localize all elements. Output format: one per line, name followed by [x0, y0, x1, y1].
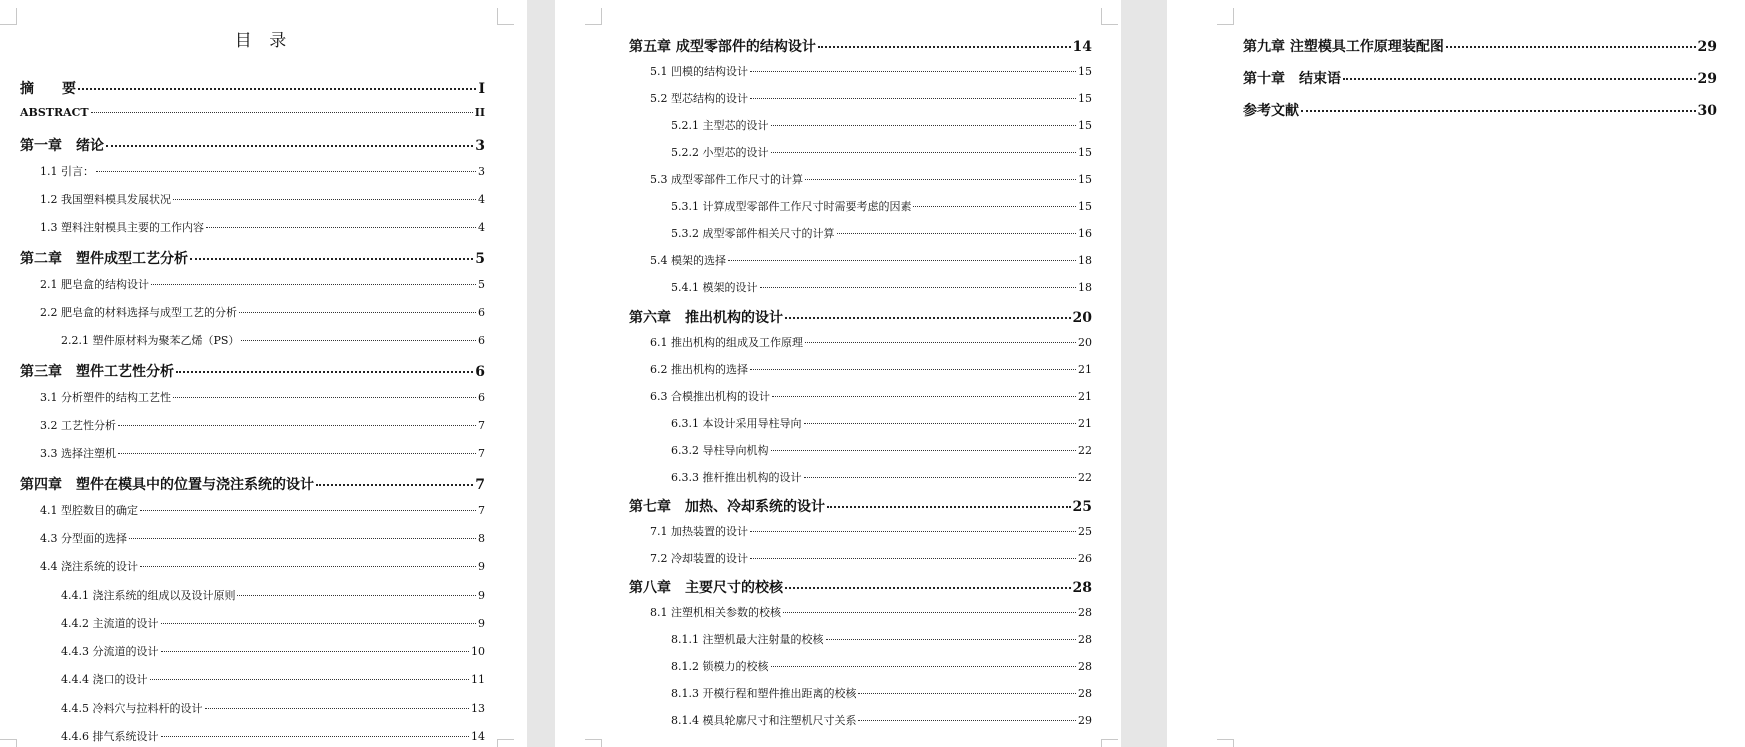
toc-entry[interactable]	[61, 332, 485, 348]
dot-leader	[771, 666, 1077, 667]
toc-entry-label: 第六章 推出机构的设计	[629, 309, 783, 326]
toc-entry[interactable]	[20, 135, 485, 155]
dot-leader	[728, 260, 1076, 261]
toc-entry[interactable]	[671, 469, 1092, 485]
toc-entry[interactable]	[61, 700, 485, 716]
toc-entry[interactable]	[61, 671, 485, 687]
toc-entry[interactable]	[61, 587, 485, 603]
toc-page-1	[0, 0, 527, 747]
toc-entry[interactable]	[61, 643, 485, 659]
toc-entry-page-number: 8	[478, 532, 485, 545]
toc-entry-label: 4.4.1 浇注系统的组成以及设计原则	[61, 588, 236, 602]
dot-leader	[858, 693, 1076, 694]
toc-entry[interactable]	[61, 615, 485, 631]
dot-leader	[804, 423, 1077, 424]
dot-leader	[91, 112, 473, 113]
toc-entry-page-number: 28	[1078, 633, 1092, 647]
toc-entry[interactable]	[671, 415, 1092, 431]
dot-leader	[805, 179, 1076, 180]
toc-entry-label: 8.1 注塑机相关参数的校核	[650, 606, 781, 620]
margin-corner-mark	[497, 8, 514, 25]
toc-entry[interactable]	[650, 361, 1092, 377]
dot-leader	[206, 227, 476, 228]
toc-entry-label: 第三章 塑件工艺性分析	[20, 363, 174, 380]
toc-entry-label: 5.4.1 模架的设计	[671, 281, 758, 295]
toc-entry-label: 第一章 绪论	[20, 137, 104, 154]
dot-leader	[78, 88, 476, 90]
toc-entry-label: 6.3.3 推杆推出机构的设计	[671, 470, 802, 484]
toc-entry-label: 参考文献	[1243, 103, 1299, 119]
toc-entry[interactable]	[40, 417, 485, 433]
toc-entry-page-number: 25	[1078, 524, 1092, 538]
dot-leader	[771, 152, 1077, 153]
dot-leader	[190, 258, 473, 260]
toc-entry-page-number: 28	[1072, 580, 1092, 596]
dot-leader	[176, 371, 473, 373]
dot-leader	[140, 510, 476, 511]
toc-entry-page-number: I	[478, 81, 485, 97]
toc-entry[interactable]	[650, 63, 1092, 79]
toc-entry-page-number: 10	[471, 645, 485, 658]
toc-entry-page-number: 6	[478, 306, 485, 319]
margin-corner-mark	[1101, 739, 1118, 747]
dot-leader	[241, 340, 476, 341]
toc-entry-label: 第九章 注塑模具工作原理装配图	[1243, 39, 1444, 55]
dot-leader	[150, 679, 470, 680]
toc-entry-label: 4.4 浇注系统的设计	[40, 560, 138, 574]
toc-entry-page-number: 3	[475, 137, 485, 154]
dot-leader	[1343, 78, 1696, 80]
toc-entry-page-number: 16	[1078, 227, 1092, 241]
toc-entry[interactable]	[40, 558, 485, 574]
dot-leader	[750, 558, 1076, 559]
dot-leader	[118, 425, 476, 426]
dot-leader	[96, 171, 476, 172]
toc-entry-page-number: 7	[478, 419, 485, 432]
dot-leader	[771, 450, 1077, 451]
dot-leader	[1446, 46, 1696, 48]
dot-leader	[804, 477, 1077, 478]
toc-entry-page-number: 21	[1078, 389, 1092, 403]
toc-entry[interactable]	[650, 171, 1092, 187]
margin-corner-mark	[0, 739, 17, 747]
toc-entry-page-number: 11	[471, 673, 485, 687]
dot-leader	[750, 531, 1076, 532]
toc-entry-label: 8.1.1 注塑机最大注射量的校核	[671, 633, 824, 647]
margin-corner-mark	[1217, 8, 1234, 25]
dot-leader	[161, 736, 470, 737]
toc-entry-label: 4.4.4 浇口的设计	[61, 673, 148, 687]
toc-entry-label: 7.2 冷却装置的设计	[650, 551, 748, 565]
dot-leader	[837, 233, 1077, 234]
toc-entry-label: ABSTRACT	[20, 106, 89, 120]
dot-leader	[760, 287, 1077, 288]
toc-entry-label: 4.4.6 排气系统设计	[61, 729, 159, 743]
toc-entry[interactable]	[1243, 68, 1717, 88]
toc-entry-page-number: 15	[1078, 119, 1092, 133]
toc-entry[interactable]	[40, 219, 485, 235]
toc-entry-page-number: 15	[1078, 173, 1092, 187]
toc-entry-label: 7.1 加热装置的设计	[650, 524, 748, 538]
toc-entry[interactable]	[650, 388, 1092, 404]
toc-entry[interactable]	[650, 334, 1092, 350]
dot-leader	[173, 397, 476, 398]
toc-entry-label: 第五章 成型零部件的结构设计	[629, 39, 816, 55]
toc-entry-label: 2.2 肥皂盒的材料选择与成型工艺的分析	[40, 306, 237, 319]
toc-entry-page-number: 29	[1697, 71, 1717, 87]
toc-entry-page-number: II	[474, 106, 485, 120]
toc-entry-page-number: 29	[1078, 714, 1092, 728]
dot-leader	[827, 506, 1071, 508]
toc-entry-label: 3.2 工艺性分析	[40, 419, 116, 432]
dot-leader	[750, 71, 1076, 72]
dot-leader	[785, 317, 1071, 319]
toc-entry[interactable]	[671, 198, 1092, 214]
toc-entry-page-number: 5	[475, 250, 485, 267]
toc-entry-label: 5.3 成型零部件工作尺寸的计算	[650, 173, 803, 187]
toc-entry-page-number: 30	[1697, 103, 1717, 119]
dot-leader	[239, 312, 476, 313]
toc-entry-page-number: 7	[475, 476, 485, 493]
toc-entry-label: 5.2.1 主型芯的设计	[671, 119, 769, 133]
toc-entry[interactable]	[40, 530, 485, 546]
toc-entry-page-number: 15	[1078, 65, 1092, 79]
toc-entry[interactable]	[40, 389, 485, 405]
toc-entry[interactable]	[650, 550, 1092, 566]
toc-entry-page-number: 15	[1078, 146, 1092, 160]
dot-leader	[106, 145, 473, 147]
toc-entry-label: 1.2 我国塑料模具发展状况	[40, 193, 171, 206]
toc-entry-page-number: 6	[478, 390, 485, 404]
toc-entry-page-number: 21	[1078, 362, 1092, 376]
toc-entry-page-number: 20	[1072, 309, 1092, 326]
dot-leader	[173, 199, 476, 200]
toc-entry-label: 第二章 塑件成型工艺分析	[20, 250, 188, 267]
dot-leader	[818, 46, 1071, 48]
dot-leader	[129, 538, 476, 539]
dot-leader	[1301, 110, 1696, 112]
toc-entry-page-number: 29	[1697, 39, 1717, 55]
dot-leader	[161, 623, 477, 624]
toc-entry[interactable]	[40, 502, 485, 518]
toc-entry[interactable]	[671, 225, 1092, 241]
toc-entry[interactable]	[671, 442, 1092, 458]
toc-entry-page-number: 26	[1078, 551, 1092, 565]
toc-entry-label: 第七章 加热、冷却系统的设计	[629, 498, 825, 515]
toc-entry-label: 1.3 塑料注射模具主要的工作内容	[40, 221, 204, 235]
toc-entry-label: 5.2.2 小型芯的设计	[671, 146, 769, 160]
dot-leader	[750, 369, 1076, 370]
toc-entry[interactable]	[40, 191, 485, 207]
toc-entry[interactable]	[671, 144, 1092, 160]
toc-entry-label: 8.1.4 模具轮廓尺寸和注塑机尺寸关系	[671, 714, 857, 728]
dot-leader	[151, 284, 476, 285]
toc-entry-page-number: 7	[478, 447, 485, 461]
toc-entry[interactable]	[671, 712, 1092, 728]
toc-entry-label: 4.4.3 分流道的设计	[61, 645, 159, 658]
dot-leader	[772, 396, 1076, 397]
toc-entry[interactable]	[650, 90, 1092, 106]
toc-entry[interactable]	[1243, 100, 1717, 120]
toc-entry-page-number: 6	[475, 363, 485, 380]
toc-entry-page-number: 9	[478, 588, 485, 602]
margin-corner-mark	[585, 8, 602, 25]
margin-corner-mark	[0, 8, 17, 25]
toc-entry[interactable]	[629, 307, 1092, 327]
dot-leader	[805, 342, 1076, 343]
toc-entry-label: 6.3.1 本设计采用导柱导向	[671, 416, 802, 430]
dot-leader	[140, 566, 476, 567]
toc-entry-label: 6.1 推出机构的组成及工作原理	[650, 335, 803, 349]
toc-entry[interactable]	[650, 604, 1092, 620]
dot-leader	[161, 651, 470, 652]
toc-entry-label: 第八章 主要尺寸的校核	[629, 580, 783, 596]
dot-leader	[826, 639, 1077, 640]
toc-entry-label: 1.1 引言：	[40, 164, 94, 178]
dot-leader	[316, 484, 473, 486]
toc-page-2	[555, 0, 1121, 747]
toc-entry-label: 6.3 合模推出机构的设计	[650, 389, 770, 403]
toc-entry[interactable]	[20, 78, 485, 98]
toc-entry-page-number: 15	[1078, 200, 1092, 214]
toc-entry-label: 5.3.1 计算成型零部件工作尺寸时需要考虑的因素	[671, 200, 912, 214]
toc-entry[interactable]	[40, 304, 485, 320]
toc-entry-page-number: 7	[478, 503, 485, 517]
toc-entry[interactable]	[671, 658, 1092, 674]
toc-entry-page-number: 4	[478, 193, 485, 206]
toc-entry-page-number: 20	[1078, 335, 1092, 349]
toc-entry-page-number: 14	[471, 729, 485, 743]
toc-entry[interactable]	[40, 445, 485, 461]
margin-corner-mark	[497, 739, 514, 747]
margin-corner-mark	[585, 739, 602, 747]
toc-entry-label: 摘 要	[20, 81, 76, 97]
toc-entry[interactable]	[671, 685, 1092, 701]
toc-entry[interactable]	[20, 474, 485, 494]
dot-leader	[785, 587, 1071, 589]
toc-entry[interactable]	[61, 728, 485, 744]
dot-leader	[913, 206, 1076, 207]
dot-leader	[205, 708, 470, 709]
toc-entry-page-number: 28	[1078, 660, 1092, 674]
toc-entry-page-number: 9	[478, 616, 485, 630]
toc-entry-label: 4.1 型腔数目的确定	[40, 503, 138, 517]
toc-entry[interactable]	[40, 163, 485, 179]
toc-entry-page-number: 15	[1078, 92, 1092, 106]
toc-entry-page-number: 3	[478, 164, 485, 178]
toc-entry-label: 4.4.5 冷料穴与拉料杆的设计	[61, 701, 203, 715]
toc-entry[interactable]	[629, 36, 1092, 56]
toc-entry-page-number: 18	[1078, 281, 1092, 295]
toc-entry[interactable]	[650, 252, 1092, 268]
toc-entry[interactable]	[671, 279, 1092, 295]
dot-leader	[783, 612, 1076, 613]
margin-corner-mark	[1217, 739, 1234, 747]
toc-entry[interactable]	[671, 631, 1092, 647]
toc-entry-page-number: 18	[1078, 254, 1092, 268]
toc-entry-page-number: 5	[478, 277, 485, 291]
toc-entry-label: 5.3.2 成型零部件相关尺寸的计算	[671, 227, 835, 241]
toc-entry-label: 4.4.2 主流道的设计	[61, 616, 159, 630]
toc-entry-label: 8.1.3 开模行程和塑件推出距离的校核	[671, 687, 857, 701]
toc-page-3	[1167, 0, 1745, 747]
toc-entry-label: 2.2.1 塑件原材料为聚苯乙烯（PS）	[61, 334, 240, 348]
toc-entry-page-number: 25	[1072, 498, 1092, 515]
toc-entry-page-number: 9	[478, 560, 485, 574]
toc-entry-label: 6.2 推出机构的选择	[650, 362, 748, 376]
dot-leader	[237, 595, 476, 596]
toc-entry-page-number: 6	[478, 334, 485, 348]
margin-corner-mark	[1101, 8, 1118, 25]
dot-leader	[771, 125, 1077, 126]
toc-entry-label: 2.1 肥皂盒的结构设计	[40, 277, 149, 291]
toc-entry-label: 8.1.2 锁模力的校核	[671, 660, 769, 674]
toc-entry[interactable]	[671, 117, 1092, 133]
toc-entry[interactable]	[629, 496, 1092, 516]
toc-entry-label: 5.1 凹模的结构设计	[650, 65, 748, 79]
toc-entry-page-number: 14	[1072, 39, 1092, 55]
toc-entry[interactable]	[629, 577, 1092, 597]
toc-entry-label: 5.2 型芯结构的设计	[650, 92, 748, 106]
toc-title: 目 录	[234, 31, 293, 51]
toc-entry-label: 3.3 选择注塑机	[40, 447, 116, 461]
toc-entry[interactable]	[1243, 36, 1717, 56]
toc-entry-label: 5.4 模架的选择	[650, 254, 726, 268]
toc-entry-page-number: 13	[471, 701, 485, 715]
toc-entry[interactable]	[20, 106, 485, 119]
toc-entry-label: 6.3.2 导柱导向机构	[671, 443, 769, 457]
toc-entry[interactable]	[650, 523, 1092, 539]
toc-entry-page-number: 22	[1078, 470, 1092, 484]
toc-entry-page-number: 4	[478, 221, 485, 235]
toc-entry[interactable]	[20, 248, 485, 268]
toc-entry-page-number: 22	[1078, 443, 1092, 457]
dot-leader	[750, 98, 1076, 99]
toc-entry-page-number: 21	[1078, 416, 1092, 430]
dot-leader	[118, 453, 476, 454]
toc-entry-page-number: 28	[1078, 606, 1092, 620]
dot-leader	[858, 720, 1076, 721]
toc-entry[interactable]	[40, 276, 485, 292]
toc-entry-label: 3.1 分析塑件的结构工艺性	[40, 390, 171, 404]
toc-entry-page-number: 28	[1078, 687, 1092, 701]
toc-entry-label: 4.3 分型面的选择	[40, 532, 127, 545]
toc-entry-label: 第十章 结束语	[1243, 71, 1341, 87]
toc-entry[interactable]	[20, 361, 485, 381]
toc-entry-label: 第四章 塑件在模具中的位置与浇注系统的设计	[20, 476, 314, 493]
